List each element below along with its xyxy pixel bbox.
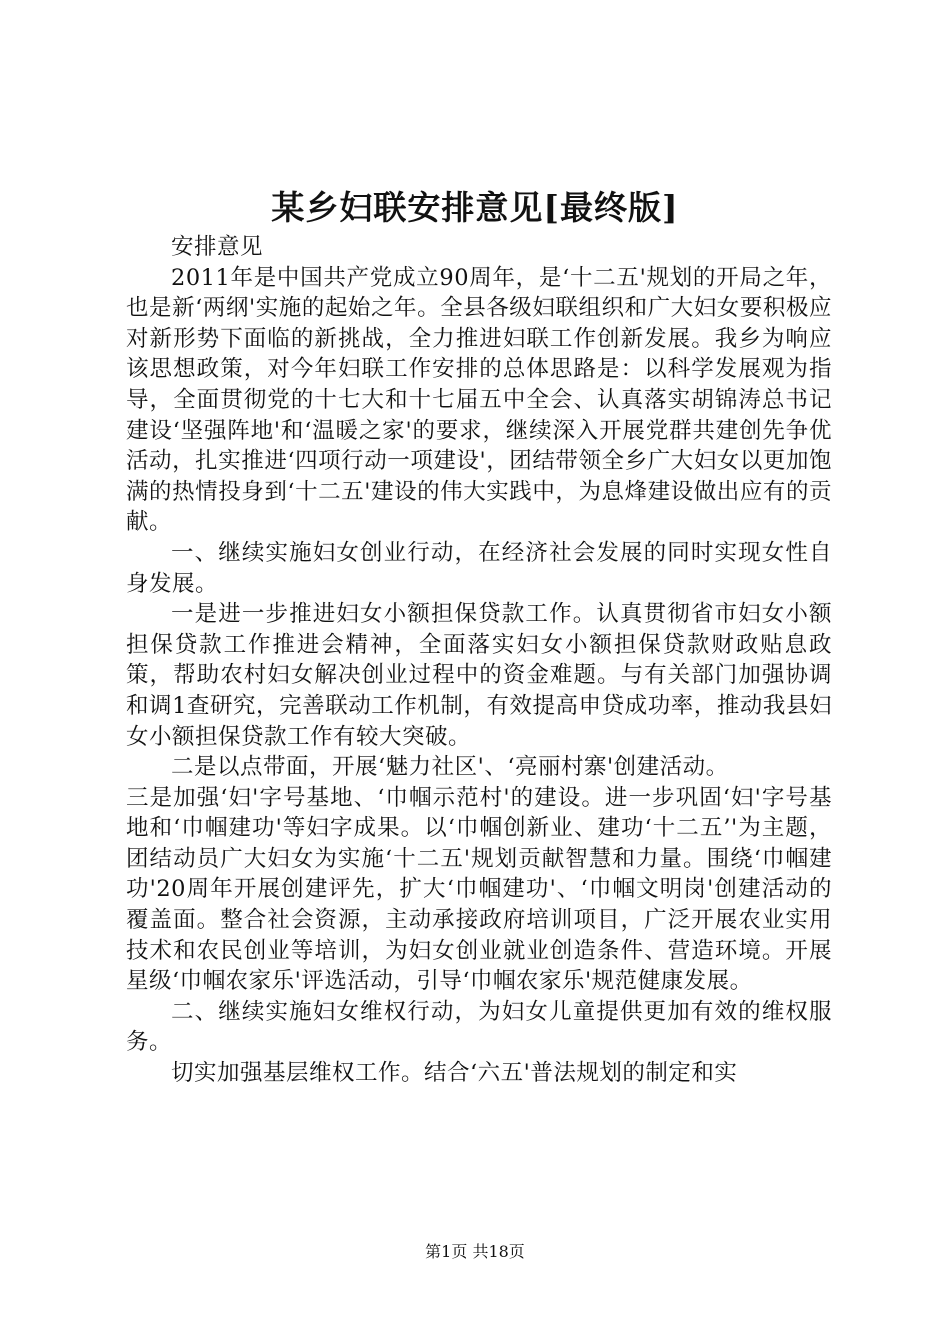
document-body — [126, 232, 832, 1089]
paragraph-item-3: 三是加强‘妇'字号基地、‘巾帼示范村'的建设。进一步巩固‘妇'字号基地和‘巾帼建功'等妇字成果。以‘巾帼创新业、建功‘十二五’'为主题，团结动员广大妇女为实施‘十二五'规划贡献智慧和力量。围绕‘巾帼建功'20周年开展创建评先，扩大‘巾帼建功'、‘巾帼文明岗'创建活动的覆盖面。整合社会资源，主动承接政府培训项目，广泛开展农业实用技术和农民创业等培训，为妇女创业就业创造条件、营造环境。开展星级‘巾帼农家乐'评选活动，引导‘巾帼农家乐'规范健康发展。 — [126, 784, 832, 995]
section-heading-1: 一、继续实施妇女创业行动，在经济社会发展的同时实现女性自身发展。 — [126, 539, 832, 597]
paragraph-heading: 安排意见 — [171, 234, 264, 260]
page-number-footer: 第1页 共18页 — [425, 1242, 525, 1261]
paragraph-item-1: 一是进一步推进妇女小额担保贷款工作。认真贯彻省市妇女小额担保贷款工作推进会精神，全面落实妇女小额担保贷款财政贴息政策，帮助农村妇女解决创业过程中的资金难题。与有关部门加强协调和调1查研究，完善联动工作机制，有效提高申贷成功率，推动我县妇女小额担保贷款工作有较大突破。 — [126, 601, 832, 750]
paragraph-item-2: 二是以点带面，开展‘魅力社区'、‘亮丽村寨'创建活动。 — [171, 754, 729, 781]
section-heading-2: 二、继续实施妇女维权行动，为妇女儿童提供更加有效的维权服务。 — [126, 998, 832, 1056]
paragraph-item-4: 切实加强基层维权工作。结合‘六五'普法规划的制定和实 — [171, 1060, 738, 1087]
paragraph-intro: 2011年是中国共产党成立90周年，是‘十二五'规划的开局之年，也是新‘两纲'实施的起始之年。全县各级妇联组织和广大妇女要积极应对新形势下面临的新挑战，全力推进妇联工作创新发展。我乡为响应该思想政策，对今年妇联工作安排的总体思路是：以科学发展观为指导，全面贯彻党的十七大和十七届五中全会、认真落实胡锦涛总书记建设‘坚强阵地'和‘温暖之家'的要求，继续深入开展党群共建创先争优活动，扎实推进‘四项行动一项建设'，团结带领全乡广大妇女以更加饱满的热情投身到‘十二五'建设的伟大实践中，为息烽建设做出应有的贡献。 — [126, 264, 832, 536]
document-title: 某乡妇联安排意见[最终版] — [271, 188, 679, 227]
